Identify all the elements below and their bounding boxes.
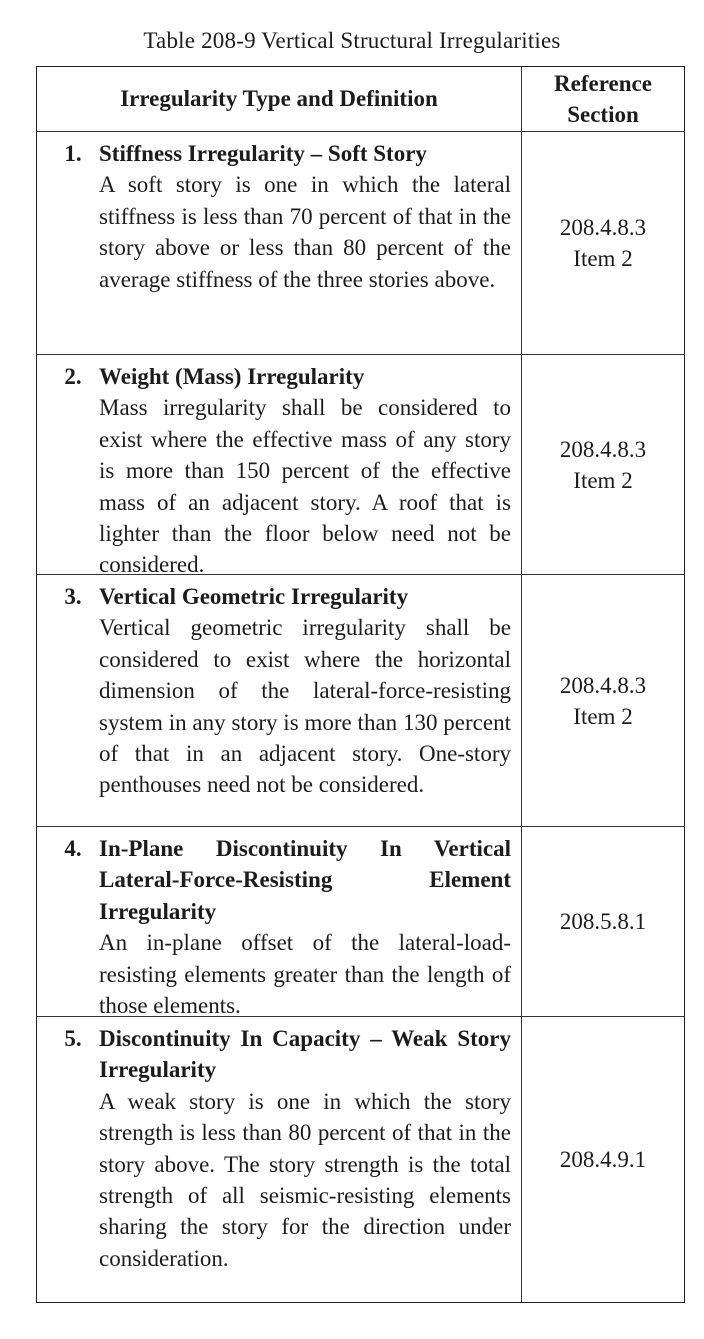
table-row: [37, 131, 684, 354]
table-row: [37, 826, 684, 1019]
row-definition: A weak story is one in which the story strength is less than 80 percent of that in the story above. The story strength is the total strength of all seismic-resisting elements sharing the story for the direction under consideration.: [99, 1088, 511, 1271]
reference-line: Item 2: [573, 467, 633, 493]
header-ref-line1: Reference: [554, 71, 652, 96]
row-definition: Mass irregularity shall be considered to exist where the effective mass of any story is more than 150 percent of the effective mass of an adjacent story. A roof that is lighter than the floor below need not be considered.: [99, 395, 511, 578]
reference-line: 208.4.9.1: [559, 1147, 647, 1172]
row-title: Stiffness Irregularity – Soft Story: [99, 141, 427, 166]
row-title: Weight (Mass) Irregularity: [99, 364, 365, 389]
row-number: 5.: [64, 1026, 82, 1051]
reference-line: 208.4.8.3: [559, 436, 647, 462]
row-reference: [522, 827, 684, 1016]
table-caption: Table 208-9 Vertical Structural Irregularities: [143, 28, 561, 53]
row-definition: Vertical geometric irregularity shall be considered to exist where the horizontal dimension of the lateral-force-resisting system in any story is more than 130 percent of that in an adjacent story. One-story penthouses need not be considered.: [99, 615, 511, 798]
header-ref-line2: Section: [567, 102, 639, 127]
row-title: Vertical Geometric Irregularity: [99, 584, 409, 609]
table-row: [37, 354, 684, 578]
reference-line: Item 2: [573, 246, 633, 271]
irregularities-table: [36, 66, 685, 1303]
reference-line: Item 2: [573, 703, 633, 729]
row-title: In-Plane Discontinuity In Vertical Lateral-Force-Resisting Element Irregularity: [99, 836, 511, 924]
row-definition: A soft story is one in which the lateral stiffness is less than 70 percent of that in the story above or less than 80 percent of the average stiffness of the three stories above.: [99, 172, 511, 292]
reference-line: 208.5.8.1: [559, 909, 647, 934]
row-number: 1.: [64, 141, 82, 166]
row-title: Discontinuity In Capacity – Weak Story Irregularity: [99, 1026, 511, 1083]
row-number: 3.: [64, 584, 82, 609]
header-reference-section: [522, 67, 684, 131]
header-type-definition: Irregularity Type and Definition: [37, 67, 522, 131]
row-number: 4.: [64, 836, 82, 861]
table-header-row: [37, 67, 684, 131]
row-reference: [522, 1017, 684, 1302]
reference-line: 208.4.8.3: [559, 215, 647, 240]
row-reference: [522, 132, 684, 354]
row-number: 2.: [64, 364, 82, 389]
row-reference: [522, 575, 684, 826]
row-definition: An in-plane offset of the lateral-load-resisting elements greater than the length of those elements.: [99, 930, 511, 1019]
reference-line: 208.4.8.3: [559, 672, 647, 698]
row-reference: [522, 355, 684, 574]
table-row: [37, 1016, 684, 1302]
table-row: [37, 574, 684, 826]
